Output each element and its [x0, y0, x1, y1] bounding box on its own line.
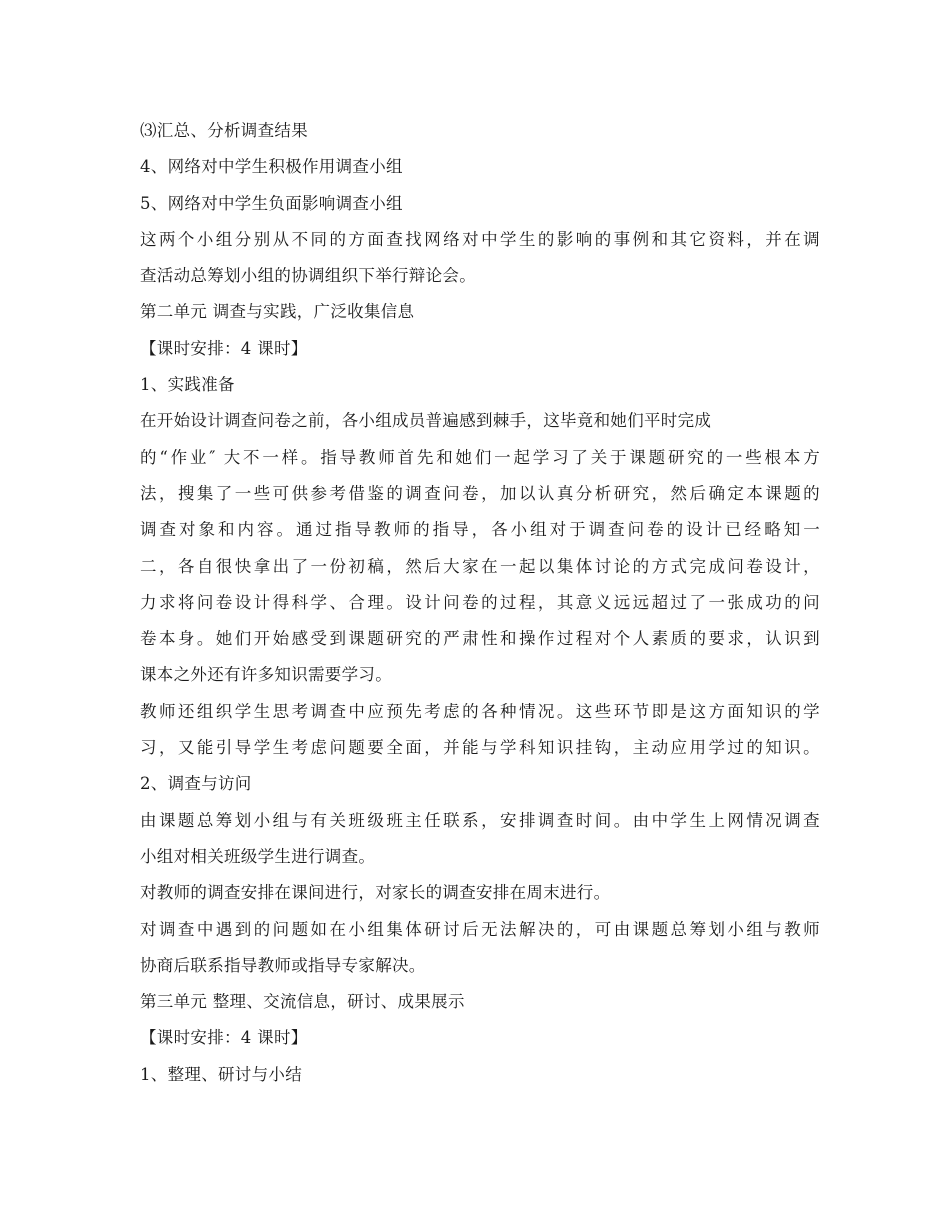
paragraph-line: 对调查中遇到的问题如在小组集体研讨后无法解决的，可由课题总筹划小组与教师	[140, 919, 820, 939]
schedule-note: 【课时安排：4 课时】	[140, 1028, 308, 1048]
paragraph-line: 协商后联系指导教师或指导专家解决。	[140, 955, 426, 975]
group-item-positive: 4、网络对中学生积极作用调查小组	[140, 157, 403, 177]
paragraph-line: 教师还组织学生思考调查中应预先考虑的各种情况。这些环节即是这方面知识的学	[140, 701, 820, 721]
paragraph-line: 由课题总筹划小组与有关班级班主任联系，安排调查时间。由中学生上网情况调查	[140, 810, 820, 830]
group-item-negative: 5、网络对中学生负面影响调查小组	[140, 193, 403, 213]
paragraph-line: 查活动总筹划小组的协调组织下举行辩论会。	[140, 266, 476, 286]
schedule-note: 【课时安排：4 课时】	[140, 338, 308, 358]
section-heading: 2、调查与访问	[140, 774, 252, 794]
section-heading: 1、整理、研讨与小结	[140, 1064, 302, 1084]
paragraph-line: 课本之外还有许多知识需要学习。	[140, 665, 392, 685]
unit-heading-2: 第二单元 调查与实践，广泛收集信息	[140, 302, 415, 322]
paragraph-line: 对教师的调查安排在课间进行，对家长的调查安排在周末进行。	[140, 883, 611, 903]
document-body	[140, 113, 820, 1093]
paragraph-line: 习，又能引导学生考虑问题要全面，并能与学科知识挂钩，主动应用学过的知识。	[140, 738, 820, 758]
paragraph-line: 小组对相关班级学生进行调查。	[140, 846, 376, 866]
paragraph-line: 的“作业″ 大不一样。指导教师首先和她们一起学习了关于课题研究的一些根本方	[140, 447, 820, 467]
unit-heading-3: 第三单元 整理、交流信息，研讨、成果展示	[140, 992, 465, 1012]
paragraph-line: 法，搜集了一些可供参考借鉴的调查问卷，加以认真分析研究，然后确定本课题的	[140, 483, 820, 503]
paragraph-line: 在开始设计调查问卷之前，各小组成员普遍感到棘手，这毕竟和她们平时完成	[140, 411, 712, 431]
paragraph-line: 力求将问卷设计得科学、合理。设计问卷的过程，其意义远远超过了一张成功的问	[140, 592, 820, 612]
paragraph-line: 调查对象和内容。通过指导教师的指导，各小组对于调查问卷的设计已经略知一	[140, 520, 820, 540]
list-item-step-3: ⑶汇总、分析调查结果	[140, 121, 308, 140]
paragraph-line: 卷本身。她们开始感受到课题研究的严肃性和操作过程对个人素质的要求，认识到	[140, 629, 820, 649]
paragraph-line: 这两个小组分别从不同的方面查找网络对中学生的影响的事例和其它资料，并在调	[140, 229, 820, 249]
paragraph-line: 二，各自很快拿出了一份初稿，然后大家在一起以集体讨论的方式完成问卷设计，	[140, 556, 820, 576]
section-heading: 1、实践准备	[140, 375, 235, 395]
